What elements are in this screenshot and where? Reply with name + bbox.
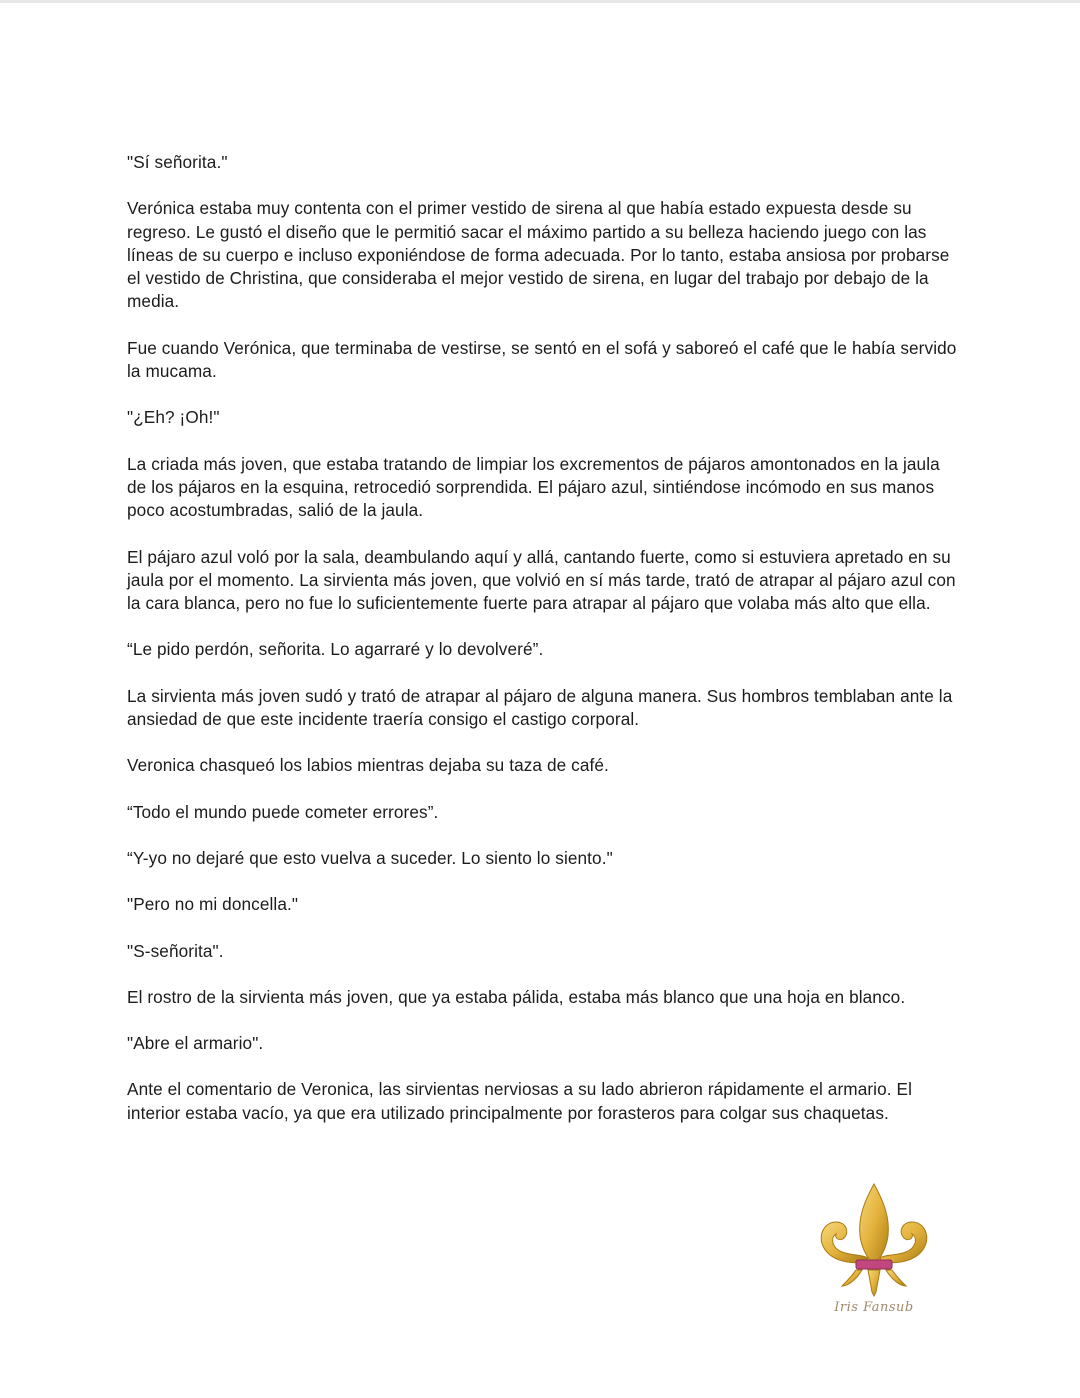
paragraph: El rostro de la sirvienta más joven, que ya estaba pálida, estaba más blanco que una hoja en blanco.: [127, 986, 906, 1007]
page-top-border: [0, 0, 1080, 3]
paragraph: Veronica chasqueó los labios mientras dejaba su taza de café.: [127, 755, 609, 776]
paragraph: Ante el comentario de Veronica, las sirvientas nerviosas a su lado abrieron rápidamente el armario. El interior estaba vacío, ya que era utilizado principalmente por forasteros para colgar sus chaquetas.: [127, 1079, 912, 1123]
paragraph: Fue cuando Verónica, que terminaba de vestirse, se sentó en el sofá y saboreó el café que le había servido la mucama.: [127, 337, 957, 382]
paragraph: "Pero no mi doncella.": [127, 894, 299, 915]
paragraph: “Todo el mundo puede cometer errores”.: [127, 801, 439, 822]
paragraph: "Abre el armario".: [127, 1033, 264, 1054]
paragraph: “Le pido perdón, señorita. Lo agarraré y lo devolveré”.: [127, 639, 544, 660]
document-body: [127, 151, 959, 1148]
logo-text: Iris Fansub: [834, 1300, 914, 1315]
paragraph: El pájaro azul voló por la sala, deambulando aquí y allá, cantando fuerte, como si estuviera apretado en su jaula por el momento. La sirvienta más joven, que volvió en sí más tarde, trató de atrapar al pájaro azul con la cara blanca, pero no fue lo suficientemente fuerte para atrapar al pájaro que volaba más alto que ella.: [127, 546, 956, 614]
paragraph: "¿Eh? ¡Oh!": [127, 407, 220, 428]
paragraph: "Sí señorita.": [127, 152, 228, 172]
fleur-de-lis-icon: [812, 1182, 936, 1300]
paragraph: “Y-yo no dejaré que esto vuelva a suceder. Lo siento lo siento.": [127, 847, 613, 868]
paragraph: La sirvienta más joven sudó y trató de atrapar al pájaro de alguna manera. Sus hombros temblaban ante la ansiedad de que este incidente traería consigo el castigo corporal.: [127, 685, 953, 730]
paragraph: La criada más joven, que estaba tratando de limpiar los excrementos de pájaros amontonados en la jaula de los pájaros en la esquina, retrocedió sorprendida. El pájaro azul, sintiéndose incómodo en sus manos poco acostumbradas, salió de la jaula.: [127, 453, 940, 521]
watermark-logo: [812, 1182, 936, 1327]
paragraph: "S-señorita".: [127, 940, 224, 961]
paragraph: Verónica estaba muy contenta con el primer vestido de sirena al que había estado expuesta desde su regreso. Le gustó el diseño que le permitió sacar el máximo partido a su belleza haciendo juego con las líneas de su cuerpo e incluso exponiéndose de forma adecuada. Por lo tanto, estaba ansiosa por probarse el vestido de Christina, que consideraba el mejor vestido de sirena, en lugar del trabajo por debajo de la media.: [127, 198, 950, 312]
